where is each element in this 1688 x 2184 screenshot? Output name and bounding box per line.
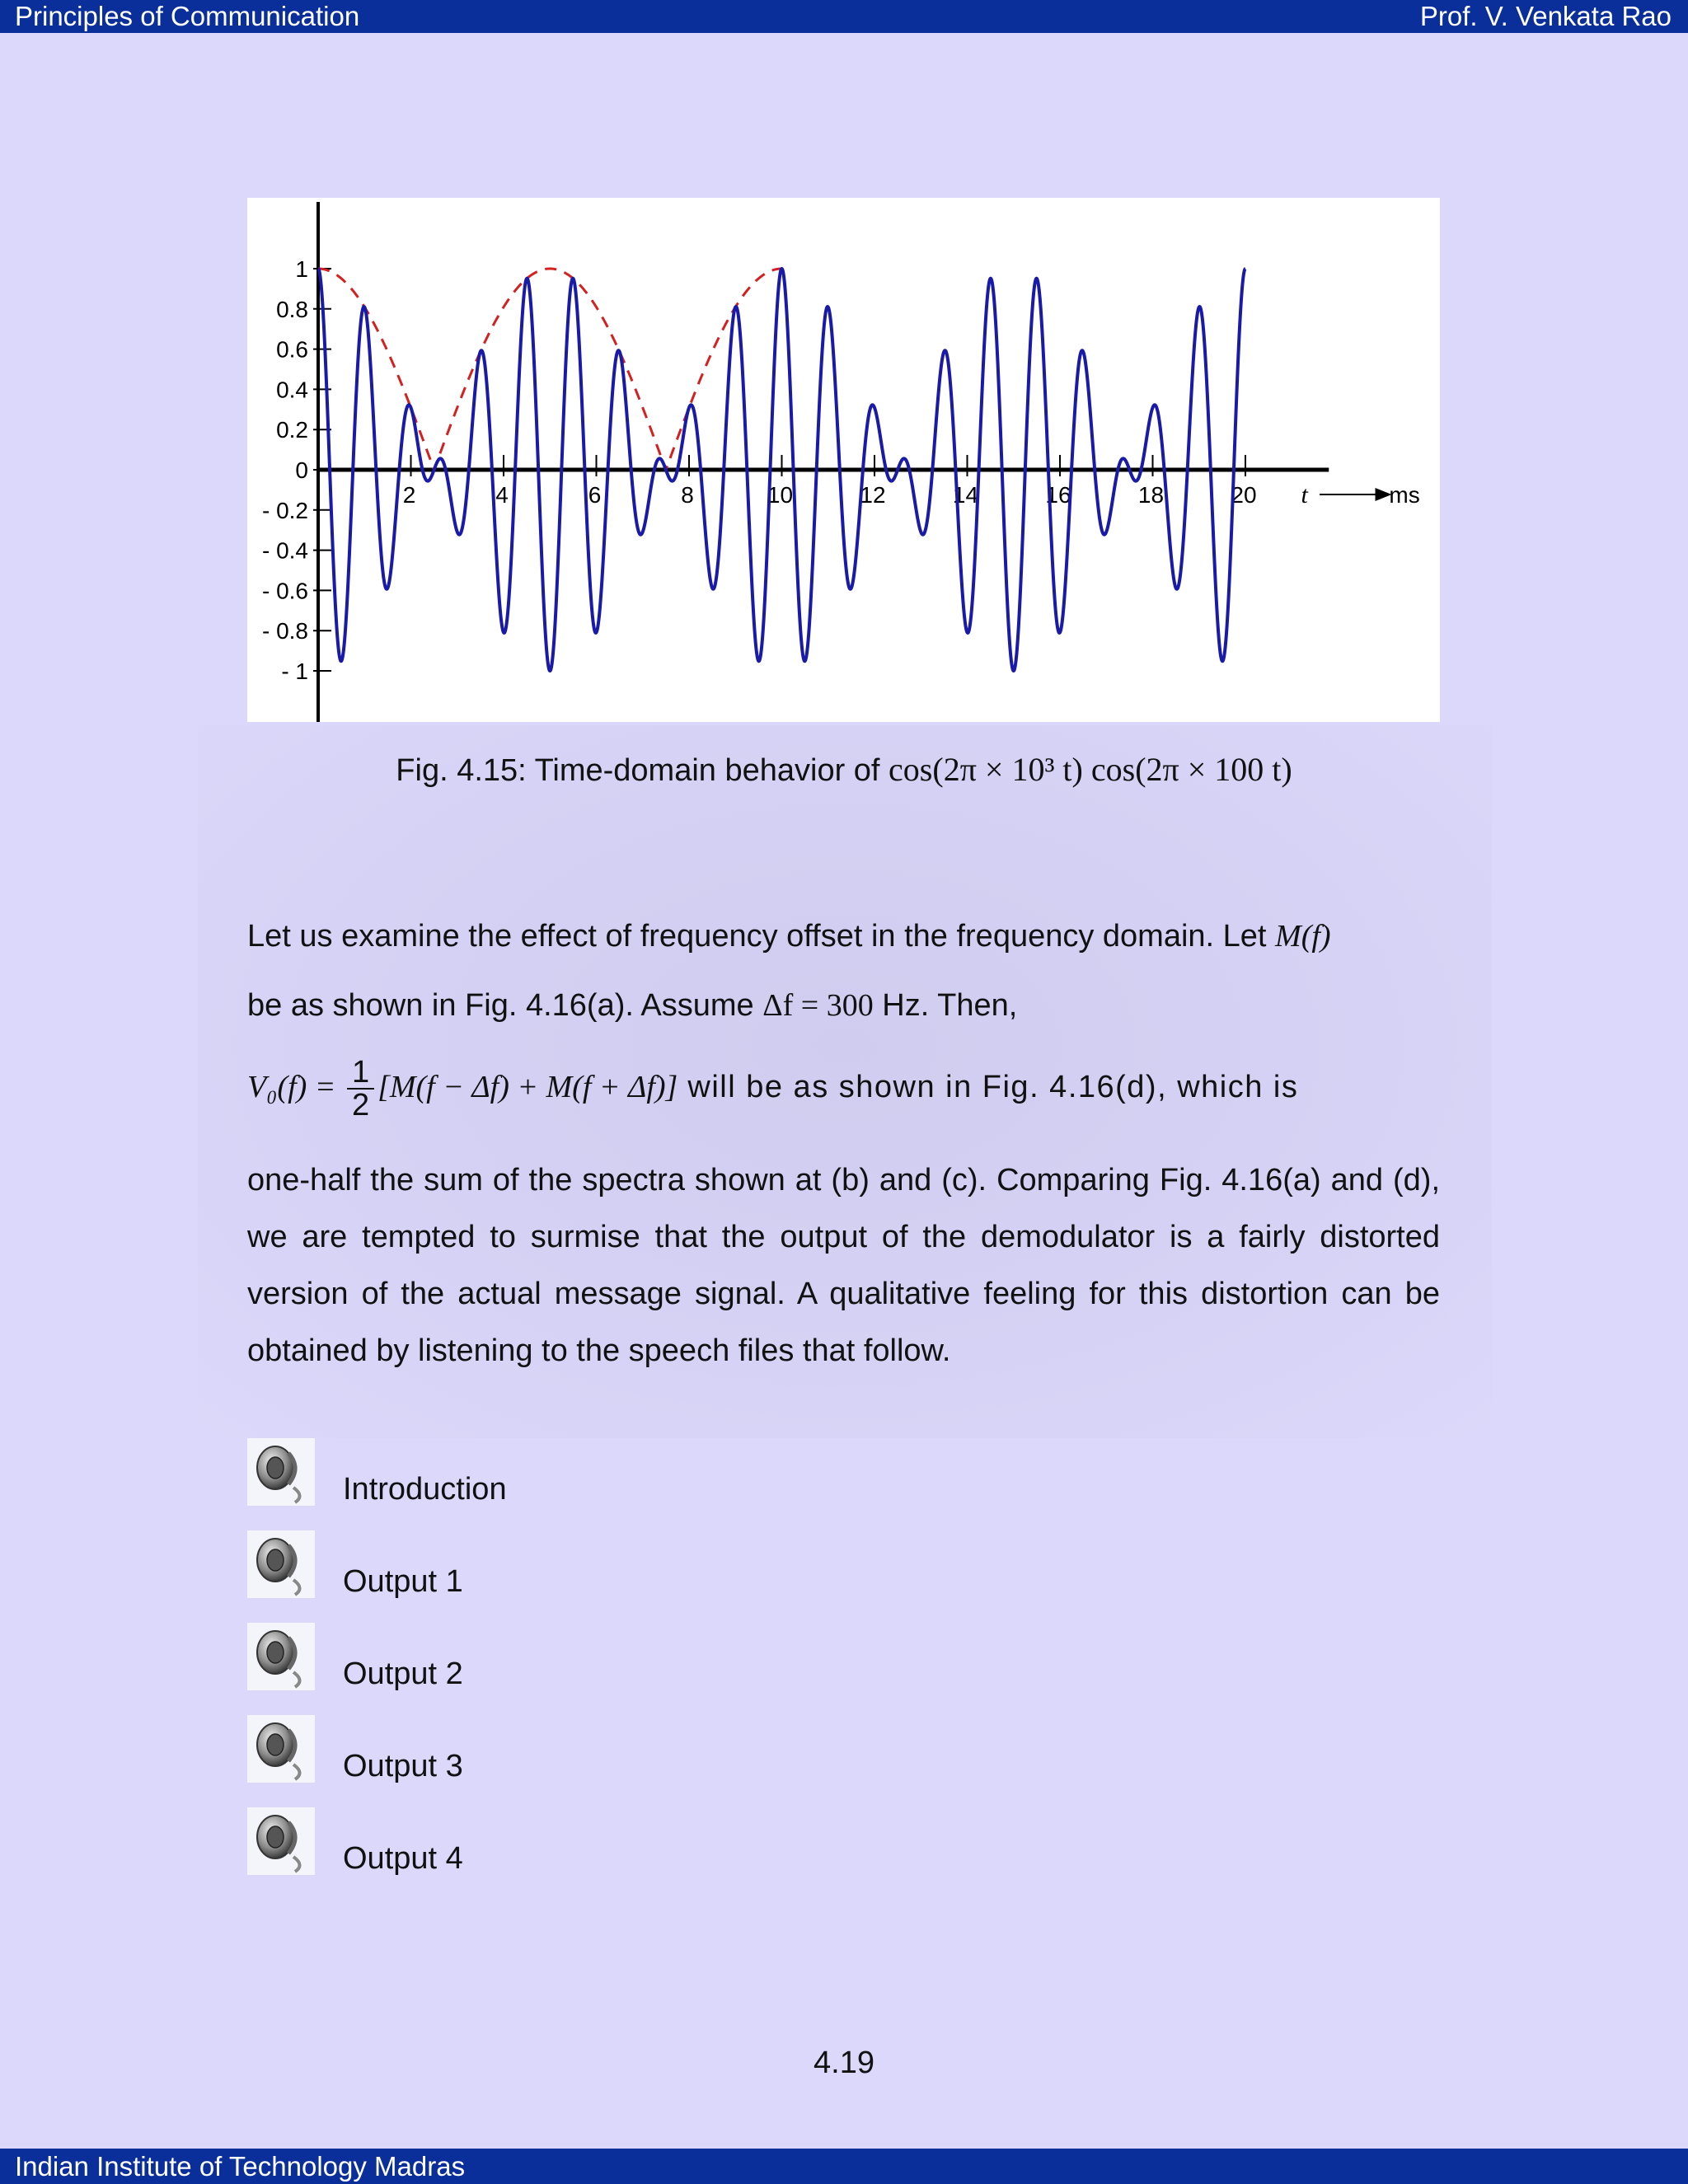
eq-fraction-num: 1 [347, 1057, 374, 1090]
audio-item[interactable] [247, 1438, 824, 1507]
speaker-icon[interactable] [247, 1807, 315, 1875]
audio-label: Output 3 [343, 1749, 463, 1783]
audio-item[interactable] [247, 1807, 824, 1877]
eq-rhs: [M(f − Δf) + M(f + Δf)] [377, 1070, 678, 1105]
eq-fraction-den: 2 [351, 1088, 370, 1122]
y-tick-label: - 0.6 [261, 578, 308, 604]
audio-label: Introduction [343, 1472, 507, 1507]
time-axis-label: t [1301, 481, 1308, 509]
header-author: Prof. V. Venkata Rao [1419, 1, 1672, 31]
p1-math-deltaf: Δf = 300 [762, 988, 874, 1023]
y-tick-label: - 0.4 [261, 537, 308, 564]
eq-trailing-text: will be as shown in Fig. 4.16(d), which is [678, 1070, 1299, 1105]
y-tick-label: 0.2 [276, 417, 308, 443]
unit-label: ms [1389, 482, 1420, 508]
audio-label: Output 2 [343, 1657, 463, 1691]
x-tick-label: 10 [767, 482, 794, 508]
eq-lhs: V₀(f) = [247, 1070, 344, 1105]
y-tick-label: 0.6 [276, 336, 308, 363]
p1-text-a: Let us examine the effect of frequency offset in the frequency domain. Let [247, 919, 1276, 954]
y-tick-label: 1 [295, 256, 308, 282]
p1-math-mf: M(f) [1275, 919, 1331, 954]
speaker-icon[interactable] [247, 1530, 315, 1598]
x-tick-label: 12 [860, 482, 886, 508]
p1-text-c: Hz. Then, [873, 988, 1018, 1023]
time-domain-chart [247, 198, 1440, 722]
audio-label: Output 4 [343, 1841, 463, 1876]
header-course-title: Principles of Communication [15, 1, 360, 31]
y-tick-label: 0.8 [276, 296, 308, 322]
x-tick-label: 8 [681, 482, 694, 508]
page-number: 4.19 [814, 2046, 874, 2080]
paragraph-1 [247, 916, 1440, 956]
x-tick-label: 18 [1137, 482, 1165, 508]
audio-item[interactable] [247, 1623, 824, 1692]
p1-text-b: be as shown in Fig. 4.16(a). Assume [247, 988, 763, 1023]
y-tick-label: - 0.8 [261, 618, 308, 644]
figure-4-15 [247, 198, 1440, 722]
header-bar [0, 0, 1688, 33]
x-tick-label: 4 [495, 482, 509, 508]
audio-item[interactable] [247, 1530, 824, 1600]
speaker-icon[interactable] [247, 1438, 315, 1506]
footer-institute: Indian Institute of Technology Madras [15, 2151, 466, 2182]
y-tick-label: - 0.2 [261, 497, 308, 523]
equation-line [247, 1057, 1440, 1121]
x-tick-label: 14 [952, 482, 979, 508]
x-tick-label: 16 [1045, 482, 1071, 508]
y-tick-label: 0 [295, 457, 308, 483]
paragraph-1-line-2 [247, 986, 1440, 1025]
series-envelope [318, 269, 782, 470]
paragraph-2: one-half the sum of the spectra shown at (b) and (c). Comparing Fig. 4.16(a) and (d), we are tempted to surmise that the output of the demodulator is a fairly distorted version of the actual message signal. A qualitative feeling for this distortion can be obtained by listening to the speech files that follow. [247, 1163, 1440, 1368]
x-tick-label: 20 [1231, 482, 1257, 508]
y-tick-label: 0.4 [276, 377, 308, 403]
speaker-icon[interactable] [247, 1715, 315, 1783]
eq-fraction [347, 1057, 374, 1121]
x-tick-label: 2 [402, 482, 416, 508]
y-tick-label: - 1 [281, 658, 308, 684]
x-tick-label: 6 [588, 482, 602, 508]
caption-formula: cos(2π × 10³ t) cos(2π × 100 t) [889, 751, 1292, 788]
caption-text: Fig. 4.15: Time-domain behavior of [396, 753, 889, 788]
footer-bar [0, 2149, 1688, 2184]
figure-caption [0, 746, 1688, 794]
audio-item[interactable] [247, 1715, 824, 1784]
speaker-icon[interactable] [247, 1623, 315, 1690]
audio-label: Output 1 [343, 1564, 463, 1599]
